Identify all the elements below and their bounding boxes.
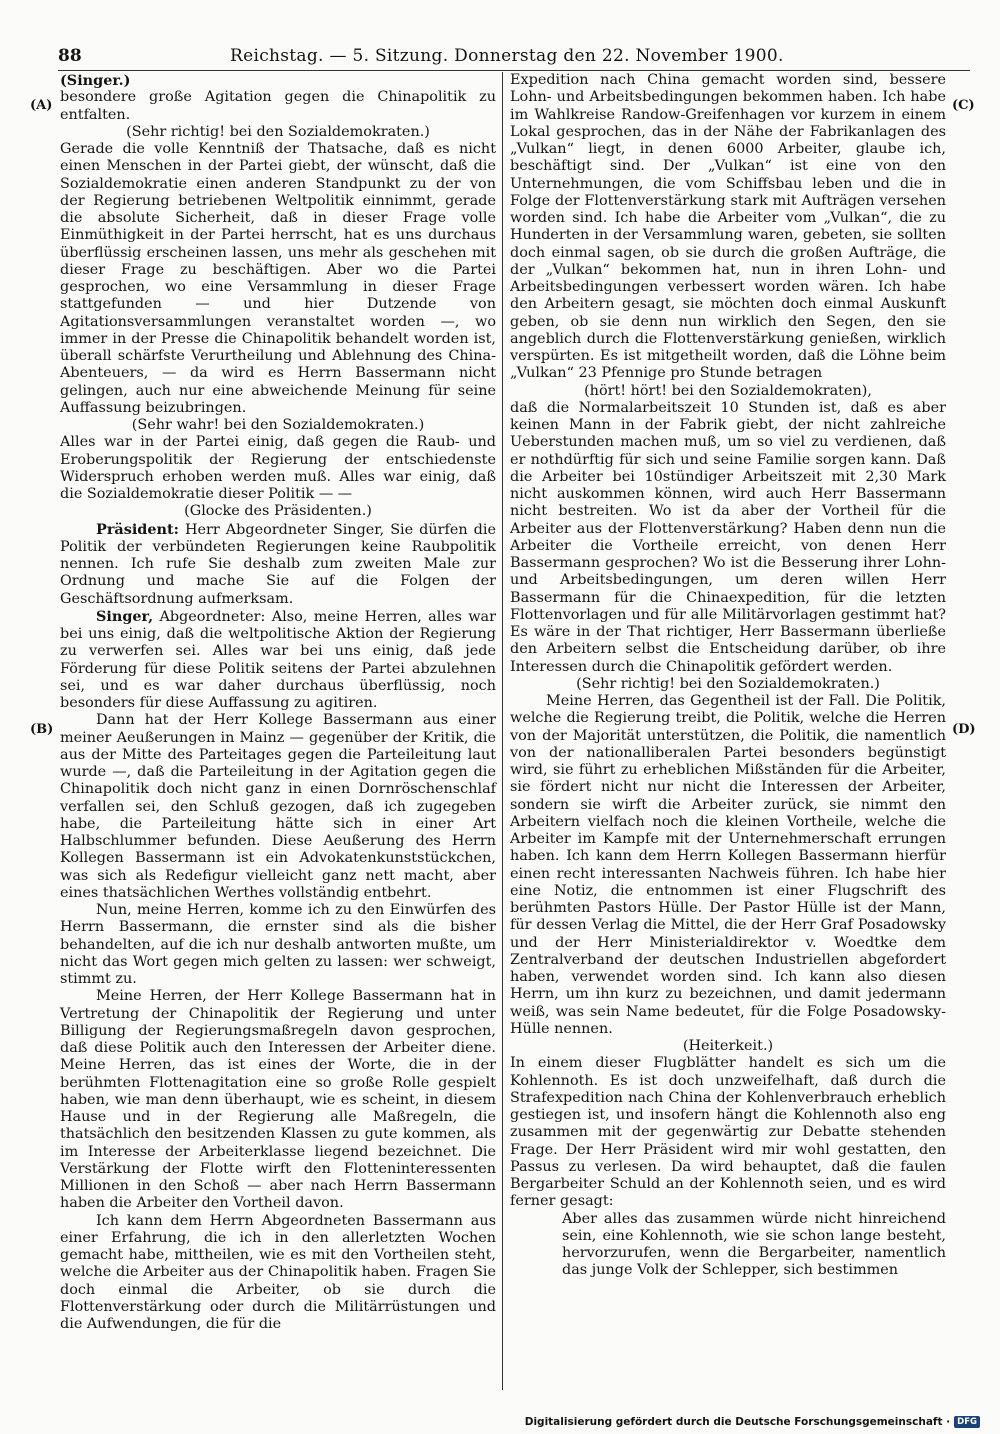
- paragraph: Alles war in der Partei einig, daß gegen die Raub- und Eroberungspolitik der Regierung der entschiedenste Widerspruch erhoben werden muß. Alles war einig, daß die Sozialdemokratie dieser Politik — —: [60, 434, 496, 502]
- speech-text: Abgeordneter: Also, meine Herren, alles war bei uns einig, daß die weltpolitische Aktion der Regierung zu verwerfen sei. Alles war bei uns einig, daß jede Förderung für diese Politik seitens der Partei abzulehnen sei, und es war daher durchaus überflüssig, noch besonders für diese Auffassung zu agitiren.: [60, 608, 496, 711]
- paragraph: Dann hat der Herr Kollege Bassermann aus einer meiner Aeußerungen in Mainz — gegenüber der Kritik, die aus der Mitte des Parteitages gegen die Parteileitung laut wurde —, daß die Parteileitung in der Agitation gegen die Chinapolitik doch nicht ganz in einen Dornröschenschlaf verfallen sei, den Schluß gezogen, daß ich zugegeben habe, die Parteileitung hätte sich in einer Art Halbschlummer befunden. Diese Aeußerung des Herrn Kollegen Bassermann ist ein Advokatenkunststückchen, was sich als Redefigur vielleicht ganz nett macht, aber eines thatsächlichen Werthes vollständig entbehrt.: [60, 712, 496, 901]
- right-column: [510, 72, 946, 1280]
- paragraph: In einem dieser Flugblätter handelt es sich um die Kohlennoth. Es ist doch unzweifelhaft, daß durch die Strafexpedition nach China der Kohlenverbrauch erheblich gestiegen ist, und insofern hängt die Kohlennoth also eng zusammen mit der gegenwärtig zur Debatte stehenden Frage. Der Herr Präsident wird mir wohl gestatten, den Passus zu verlesen. Da wird behauptet, daß die faulen Bergarbeiter Schuld an der Kohlennoth seien, und es wird ferner gesagt:: [510, 1055, 946, 1210]
- paragraph: [60, 608, 496, 713]
- speaker-label: (Singer.): [60, 72, 131, 89]
- block-quote: Aber alles das zusammen würde nicht hinreichend sein, eine Kohlennoth, wie sie schon lange besteht, hervorzurufen, wenn die Bergarbeiter, namentlich das junge Volk der Schlepper, sich bestimmen: [562, 1210, 946, 1279]
- interjection: (Sehr wahr! bei den Sozialdemokraten.): [131, 417, 425, 433]
- paragraph: Meine Herren, der Herr Kollege Bassermann hat in Vertretung der Chinapolitik der Regierung und unter Billigung der Regierungsmaßregeln davon gesprochen, daß diese Politik auch den Interessen der Arbeiter diene. Meine Herren, das ist eines der Worte, die in der berühmten Flottenagitation eine so große Rolle gespielt haben, wie man denn überhaupt, wie es scheint, in diesem Hause und in der Regierung alle Maßregeln, die thatsächlich den besitzenden Klassen zu gute kommen, als im Interesse der Arbeiterklasse liegend bezeichnet. Die Verstärkung der Flotte wirft den Flotteninteressenten Millionen in den Schoß — aber nach Herrn Bassermann haben die Arbeiter den Vortheil davon.: [60, 988, 496, 1212]
- paragraph: Ich kann dem Herrn Abgeordneten Bassermann aus einer Erfahrung, die ich in den allerletzten Wochen gemacht habe, mittheilen, wie es mit den Vortheilen steht, welche die Arbeiter aus der Chinapolitik haben. Fragen Sie doch einmal die Arbeiter, ob sie durch die Flottenverstärkung oder durch die Militärrüstungen und die Aufwendungen, die für die: [60, 1212, 496, 1332]
- margin-mark-c: (C): [952, 98, 975, 113]
- footer-credit: [525, 1416, 980, 1428]
- interjection: (hört! hört! bei den Sozialdemokraten),: [584, 382, 872, 399]
- margin-mark-b: (B): [30, 722, 54, 737]
- footer-text: Digitalisierung gefördert durch die Deutsche Forschungsgemeinschaft ·: [524, 1416, 951, 1428]
- speaker-name: Präsident:: [96, 520, 179, 538]
- paragraph: [60, 521, 496, 608]
- paragraph: Expedition nach China gemacht worden sind, bessere Lohn- und Arbeitsbedingungen bekommen haben. Ich habe im Wahlkreise Randow-Greifenhagen vor kurzem in einem Lokal gesprochen, das in der Nähe der Fabrikanlagen des „Vulkan“ liegt, in denen 6000 Arbeiter, glaube ich, beschäftigt sind. Der „Vulkan“ ist eine von den Unternehmungen, die vom Schiffsbau leben und die in Folge der Flottenverstärkung stark mit Aufträgen versehen worden sind. Ich habe die Arbeiter vom „Vulkan“, die zu Hunderten in der Versammlung waren, gebeten, sie sollten doch einmal sagen, ob sie durch die großen Aufträge, die der „Vulkan“ bekommen hat, nun in ihren Lohn- und Arbeitsbedingungen verbessert worden wären. Ich habe den Arbeitern gesagt, sie möchten doch einmal Auskunft geben, ob sie denn nun wirklich den Segen, den sie angeblich durch die Flottenverstärkung genießen, wirklich verspürten. Es ist mitgetheilt worden, daß die Löhne beim „Vulkan“ 23 Pfennige pro Stunde betragen: [510, 72, 946, 382]
- interjection: (Sehr richtig! bei den Sozialdemokraten.): [126, 123, 430, 140]
- interjection: (Glocke des Präsidenten.): [184, 503, 372, 520]
- page-header: [58, 46, 970, 70]
- header-rule: [58, 70, 970, 71]
- dfg-logo: DFG: [954, 1416, 980, 1428]
- paragraph: besondere große Agitation gegen die Chinapolitik zu entfalten.: [60, 89, 496, 123]
- interjection: (Heiterkeit.): [682, 1038, 774, 1054]
- paragraph: Meine Herren, das Gegentheil ist der Fall. Die Politik, welche die Regierung treibt, die Politik, welche die Herren von der Majorität unterstützen, die Politik, die namentlich von der nationalliberalen Partei besonders begünstigt wird, sie führt zu erheblichen Mißständen für die Arbeiter, sie fördert nicht nur nicht die Interessen der Arbeiter, sondern sie wirft die Arbeiter zurück, sie nimmt den Arbeitern vielfach noch die kleinen Vortheile, welche die Arbeiter im Kampfe mit der Unternehmerschaft errungen haben. Ich kann dem Herrn Kollegen Bassermann hierfür einen recht interessanten Nachweis führen. Ich habe hier eine Notiz, die entnommen ist einer Flugschrift des berühmten Pastors Hülle. Der Pastor Hülle ist der Mann, für dessen Verlag die Mittel, die der Herr Graf Posadowsky und der Herr Ministerialdirektor v. Woedtke dem Zentralverband der deutschen Industriellen abgefordert haben, verwendet worden sind. Ich kann also diesen Herrn, um ihn kurz zu bezeichnen, und damit jedermann weiß, was sein Name bedeutet, für die Folge Posadowsky-Hülle nennen.: [510, 693, 946, 1037]
- left-column: [60, 72, 496, 1333]
- page-number: 88: [58, 46, 82, 66]
- interjection: (Sehr richtig! bei den Sozialdemokraten.): [576, 675, 880, 692]
- speech-text: Herr Abgeordneter Singer, Sie dürfen die Politik der verbündeten Regierungen keine Raubpolitik nennen. Ich rufe Sie deshalb zum zweiten Male zur Ordnung und mache Sie auf die Folgen der Geschäftsordnung aufmerksam.: [60, 521, 496, 607]
- column-divider: [502, 72, 503, 1390]
- paragraph: daß die Normalarbeitszeit 10 Stunden ist, daß es aber keinen Mann in der Fabrik giebt, der nicht zahlreiche Ueberstunden machen muß, um so viel zu verdienen, daß er nothdürftig für sich und seine Familie sorgen kann. Daß die Arbeiter bei 10stündiger Arbeitszeit mit 2,30 Mark nicht auskommen können, wird auch Herr Bassermann nicht bestreiten. Wo ist da aber der Vortheil für die Arbeiter aus der Flottenverstärkung? Haben denn nun die Arbeiter die Vortheile erreicht, von denen Herr Bassermann gesprochen? Wo ist die Besserung ihrer Lohn- und Arbeitsbedingungen, um deren willen Herr Bassermann für die Chinaexpedition, für die letzten Flottenvorlagen und für alle Militärvorlagen gestimmt hat? Es wäre in der That richtiger, Herr Bassermann überließe den Arbeitern selbst die Entscheidung darüber, ob ihre Interessen durch die Chinapolitik gefördert werden.: [510, 399, 946, 675]
- margin-mark-a: (A): [30, 98, 53, 113]
- paragraph: Gerade die volle Kenntniß der Thatsache, daß es nicht einen Menschen in der Partei giebt, der wünscht, daß die Sozialdemokratie einen anderen Standpunkt zu der von der Regierung betriebenen Weltpolitik einnimmt, gerade die absolute Sicherheit, daß in dieser Frage volle Einmüthigkeit in der Partei herrscht, hat es uns durchaus überflüssig erscheinen lassen, uns mehr als geschehen mit dieser Frage zu beschäftigen. Aber wo die Partei gesprochen, wo eine Versammlung in dieser Frage stattgefunden — und hier Dutzende von Agitationsversammlungen veranstaltet worden —, wo immer in der Presse die Chinapolitik behandelt worden ist, überall schärfste Verurtheilung und Ablehnung des China-Abenteuers, — da wird es Herrn Bassermann nicht gelingen, auch nur eine abweichende Meinung für seine Auffassung beizubringen.: [60, 141, 496, 416]
- speaker-name: Singer,: [96, 607, 154, 625]
- margin-mark-d: (D): [952, 722, 976, 737]
- paragraph: Nun, meine Herren, komme ich zu den Einwürfen des Herrn Bassermann, die ernster sind als die bisher behandelten, auf die ich nur deshalb antworten mußte, um nicht das Wort gegen mich gelten zu lassen: wer schweigt, stimmt zu.: [60, 902, 496, 987]
- running-title: Reichstag. — 5. Sitzung. Donnerstag den 22. November 1900.: [230, 46, 784, 66]
